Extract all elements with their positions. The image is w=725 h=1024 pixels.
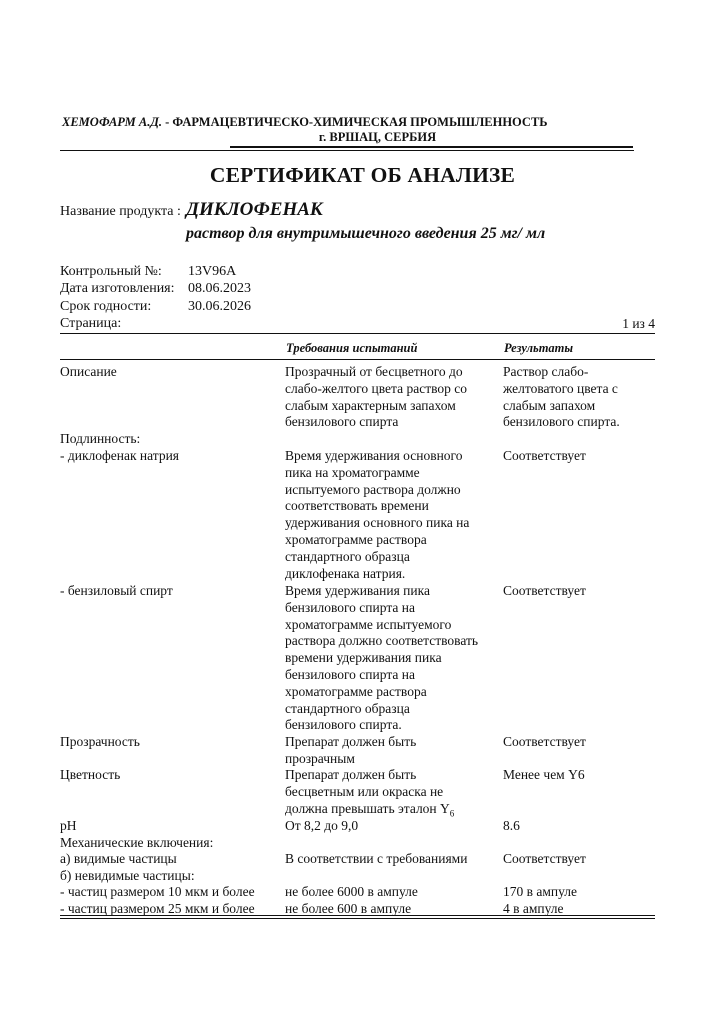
req-line: прозрачным <box>285 750 355 766</box>
req-line: бензилового спирта <box>285 414 399 430</box>
requirement-visible-particles: В соответствии с требованиями <box>285 851 468 866</box>
req-line: слабым характерным запахом <box>285 397 456 413</box>
company-city: г. ВРШАЦ, СЕРБИЯ <box>318 130 437 144</box>
req-line: Время удерживания пика <box>285 583 430 598</box>
test-clarity: Прозрачность <box>60 734 140 749</box>
req-line: бесцветным или окраска не <box>285 783 444 799</box>
req-line: Препарат должен быть <box>285 734 417 749</box>
req-line: Препарат должен быть <box>285 767 417 782</box>
req-line: Время удерживания основного <box>285 448 463 463</box>
requirement-color <box>285 767 497 822</box>
table-rule-bottom-2 <box>60 918 655 919</box>
test-description: Описание <box>60 364 117 379</box>
expiry-date-value: 30.06.2026 <box>188 299 251 314</box>
document-title: СЕРТИФИКАТ ОБ АНАЛИЗЕ <box>209 163 516 187</box>
requirement-benzyl-alcohol <box>285 583 497 734</box>
test-visible-particles: а) видимые частицы <box>60 851 177 866</box>
result-ph: 8.6 <box>503 818 520 833</box>
test-identity: Подлинность: <box>60 431 141 446</box>
req-line: диклофенака натрия. <box>285 565 406 581</box>
result-benzyl-alcohol: Соответствует <box>503 583 586 598</box>
page-label: Страница: <box>60 316 122 331</box>
column-header-requirements: Требования испытаний <box>286 341 418 355</box>
req-line: бензилового спирта. <box>285 717 402 733</box>
res-line: Раствор слабо- <box>503 364 589 379</box>
test-mechanical-inclusions: Механические включения: <box>60 835 214 850</box>
req-line: Прозрачный от бесцветного до <box>285 364 463 379</box>
product-form: раствор для внутримышечного введения 25 мг/ мл <box>186 225 546 242</box>
req-line: бензилового спирта на <box>285 666 415 682</box>
req-line: соответствовать времени <box>285 498 429 514</box>
req-line: времени удерживания пика <box>285 650 442 666</box>
header-rule-bottom <box>60 150 634 151</box>
req-line: стандартного образца <box>285 700 410 716</box>
req-line: слабо-желтого цвета раствор со <box>285 380 467 396</box>
manufacture-date-value: 08.06.2023 <box>188 281 251 296</box>
result-clarity: Соответствует <box>503 734 586 749</box>
res-line: бензилового спирта. <box>503 414 620 430</box>
column-header-results: Результаты <box>504 341 574 355</box>
standard-subscript: 6 <box>449 808 455 819</box>
requirement-diclofenac <box>285 448 497 582</box>
company-header <box>62 115 548 130</box>
company-name: ХЕМОФАРМ А.Д. <box>62 115 162 129</box>
control-number-value: 13V96A <box>188 264 237 279</box>
table-rule-top <box>60 333 655 334</box>
req-line: хроматограмме испытуемого <box>285 616 452 632</box>
res-line: желтоватого цвета с <box>503 380 618 396</box>
industry-name: - ФАРМАЦЕВТИЧЕСКО-ХИМИЧЕСКАЯ ПРОМЫШЛЕННОСТЬ <box>162 115 548 129</box>
requirement-description <box>285 364 497 431</box>
manufacture-date-label: Дата изготовления: <box>60 281 175 296</box>
header-rule-top <box>230 146 633 148</box>
req-line: раствора должно соответствовать <box>285 633 479 649</box>
test-color: Цветность <box>60 767 121 782</box>
result-particles-10um: 170 в ампуле <box>503 884 578 899</box>
requirement-clarity <box>285 734 497 768</box>
product-name: ДИКЛОФЕНАК <box>186 199 323 220</box>
result-visible-particles: Соответствует <box>503 851 586 866</box>
result-diclofenac: Соответствует <box>503 448 586 463</box>
requirement-ph: От 8,2 до 9,0 <box>285 818 359 833</box>
page-number: 1 из 4 <box>622 316 655 331</box>
control-number-label: Контрольный №: <box>60 264 162 279</box>
req-line-text: должна превышать эталон Y <box>285 800 450 816</box>
req-line: хроматограмме раствора <box>285 683 427 699</box>
test-benzyl-alcohol: - бензиловый спирт <box>60 583 173 598</box>
req-line: испытуемого раствора должно <box>285 481 461 497</box>
test-invisible-particles: б) невидимые частицы: <box>60 868 195 883</box>
test-diclofenac: - диклофенак натрия <box>60 448 180 463</box>
req-line: бензилового спирта на <box>285 599 415 615</box>
product-label: Название продукта : <box>60 204 181 219</box>
requirement-particles-25um: не более 600 в ампуле <box>285 901 412 916</box>
req-line: стандартного образца <box>285 548 410 564</box>
table-rule-bottom-1 <box>60 915 655 916</box>
req-line: удерживания основного пика на <box>285 515 470 531</box>
req-line: хроматограмме раствора <box>285 531 427 547</box>
requirement-particles-10um: не более 6000 в ампуле <box>285 884 418 899</box>
table-header-rule <box>60 359 655 360</box>
test-ph: pH <box>60 818 77 833</box>
result-particles-25um: 4 в ампуле <box>503 901 564 916</box>
test-particles-25um: - частиц размером 25 мкм и более <box>60 901 255 916</box>
expiry-date-label: Срок годности: <box>60 299 152 314</box>
req-line: пика на хроматограмме <box>285 464 420 480</box>
result-color: Менее чем Y6 <box>503 767 585 782</box>
result-description <box>503 364 653 431</box>
res-line: слабым запахом <box>503 397 596 413</box>
test-particles-10um: - частиц размером 10 мкм и более <box>60 884 255 899</box>
